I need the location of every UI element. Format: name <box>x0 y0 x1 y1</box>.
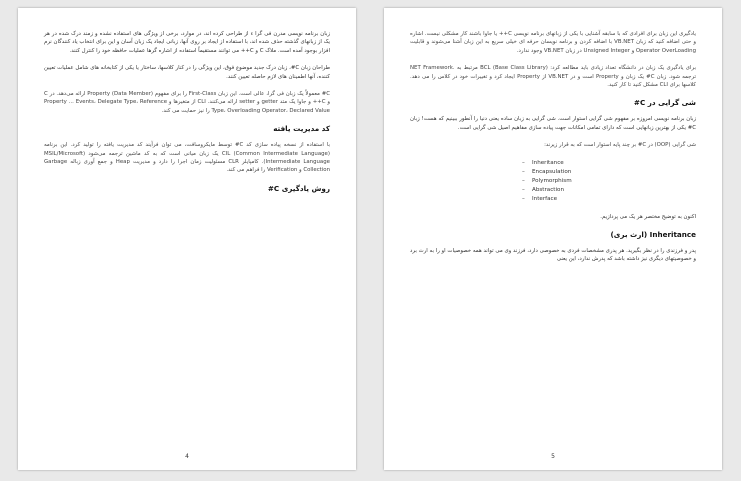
document-page-left <box>18 8 356 470</box>
body-paragraph: با استفاده از نسخه پیاده سازی کد C# توسط مایکروسافت، می توان فرآیند کد مدیریت یافته را تولید کرد. این برنامه (Common Intermediate Language) CIL یک زبان میانی است که به کد ماشین ترجمه می‌شود (MSIL/Microsoft Intermediate Language). کامپایلر CLR مسئولیت زمان اجرا را دارد و مدیریت Heap و جمع آوری زباله Garbage Collection و Verification را فراهم می کند. <box>44 142 330 174</box>
list-item: – Encapsulation <box>522 168 572 175</box>
section-heading-fa: (ارث بری) <box>610 230 648 240</box>
body-paragraph: زبان برنامه نویسی امروزه بر مفهوم شی گرایی استوار است. شی گرایی به زبان ساده یعنی دنیا را آنطور ببینیم که هست! زبان C# یکی از بهترین زبانهایی است که دارای تمامی امکانات جهت پیاده سازی مفاهیم اصیل شی گرایی است. <box>410 116 696 131</box>
section-heading: کد مدیریت یافته <box>273 124 330 134</box>
section-heading-latin: Inheritance <box>649 230 696 240</box>
page-number: 5 <box>551 453 555 460</box>
body-paragraph: اکنون به توضیح مختصر هر یک می پردازیم. <box>600 213 696 220</box>
body-paragraph: طراحان زبان C#، زبان درک جدید موضوع فوق، این ویژگی را در کنار کلاسها، ساختار یا یکی از کتابخانه های شامل عملیات تعیین کننده، آنها اطمینان های لازم حاصله تعیین کنند. <box>44 65 331 80</box>
section-heading: روش یادگیری C# <box>267 183 330 193</box>
body-paragraph: پدر و فرزندی را در نظر بگیرید. هر پدری مشخصات فردی به خصوصی دارد، فرزند وی می تواند همه خصوصیات او را به ارث برد و خصوصیتهای دیگری نیز داشته باشد که پدرش ندارد، این یعنی <box>410 248 696 263</box>
list-item: – Polymorphism <box>522 177 572 184</box>
list-item: – Abstraction <box>522 186 565 193</box>
body-paragraph: برای یادگیری یک زبان در دانشگاه تعداد زیادی باید مطالعه کرد: BCL (Base Class Library) مرتبط به .NET Framework ترجمه شود. زبان C# یک زبان و Property است و در VB.NET از Property ایجاد کرد و تغییرات خود در کلاس را می دهد. کلاسها برای CLI مشکل کنید تا کار کنید. <box>410 65 696 89</box>
list-item: – Interface <box>522 195 558 202</box>
document-page-right <box>384 8 722 470</box>
section-heading: شی گرایی در C# <box>633 98 696 108</box>
page-content <box>410 30 696 448</box>
body-paragraph: زبان برنامه نویسی مدرن فی گرا ء از طراحی کرده اند، در موارد، برخی از ویژگی های استفاده نشده و زمند درک شده در هر یک از زبانهای گذشته حذف شده اند، با استفاده از ایجاد بر روی آنها، زبانی ایجاد یک زبان آسان و این برای انتخاب یاد کنندگان نرم افزار بوجود آمده است. ملاک C و C++ می توانند مستقیماً استفاده از اشاره گرها عملیات حافظه خود را کنترل کنند. <box>44 31 330 54</box>
page-number: 4 <box>185 453 189 460</box>
body-paragraph: یادگیری این زبان برای افرادی که با سابقه آشنایی با یکی از زبانهای برنامه نویسی C++ یا جاوا باشند کار مشکلی نیست. اشاره و حتی اضافه کنید که زبان VB.NET با اضافه کردن و برنامه نویسان حرفه ای خیلی سریع به این زبان آشنا می‌شوند و قابلیت Operator OverLoading و Unsigned Integer در زبان VB.NET وجود ندارد. <box>410 31 696 54</box>
oop-feature-list <box>410 159 696 204</box>
body-paragraph: شی گرایی (OOP) در C# بر چند پایه استوار است که به قرار زیرند: <box>544 142 696 149</box>
body-paragraph: C# معمولاً یک زبان فی گرا، عالی است. این زبان First-Class را برای مفهوم (Data Member) Property ارائه می‌دهد. در C و C++ و جاوا یک متد getter و setter ارائه می‌کنند. CLI از متغیر‌ها و Property ... Events، Delegate Type، Reference Type، Overloading Operator، Declared Value را نیز حمایت می کند. <box>44 91 330 114</box>
page-content <box>44 30 330 448</box>
section-heading <box>410 230 696 239</box>
list-item: – Inheritance <box>522 159 564 166</box>
